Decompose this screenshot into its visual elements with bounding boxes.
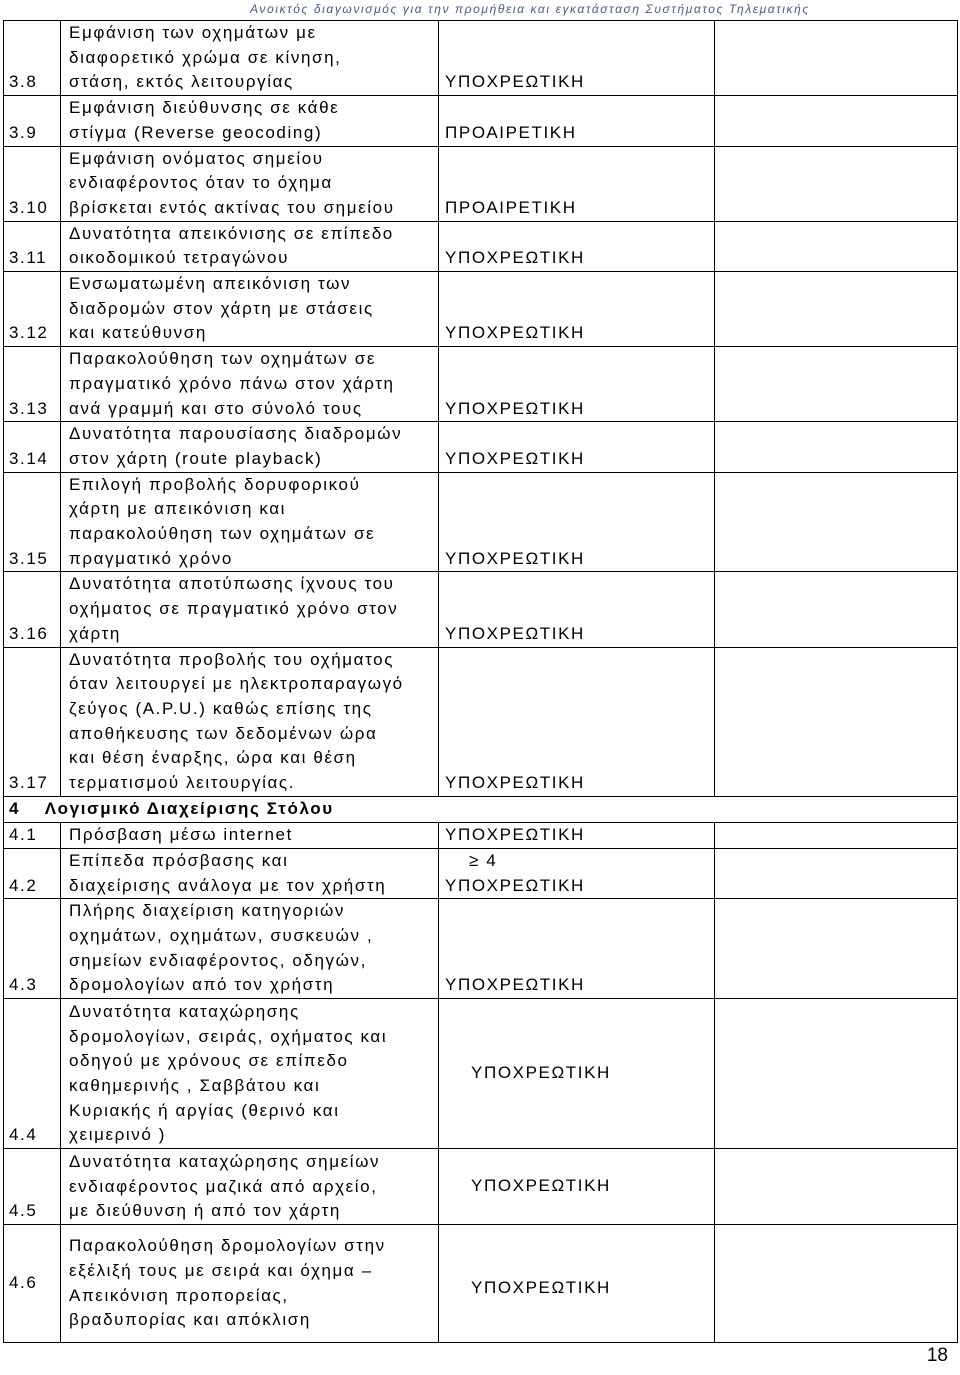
min-access-levels: ≥ 4 (469, 850, 498, 870)
row-requirement: ΠΡΟΑΙΡΕΤΙΚΗ (439, 96, 715, 146)
row-description: Πλήρης διαχείριση κατηγοριών οχημάτων, οχημάτων, συσκευών , σημείων ενδιαφέροντος, οδηγών, δρομολογίων από τον χρήστη (61, 899, 439, 999)
row-number: 3.8 (4, 21, 61, 96)
table-row (4, 472, 958, 572)
row-description: Εμφάνιση ονόματος σημείου ενδιαφέροντος όταν το όχημα βρίσκεται εντός ακτίνας του σημείου (61, 146, 439, 221)
row-description: Εμφάνιση διεύθυνσης σε κάθε στίγμα (Reverse geocoding) (61, 96, 439, 146)
page-number: 18 (926, 1345, 948, 1366)
row-requirement: ΥΠΟΧΡΕΩΤΙΚΗ (439, 999, 715, 1149)
table-row (4, 647, 958, 796)
row-response-cell (715, 21, 958, 96)
row-requirement: ΥΠΟΧΡΕΩΤΙΚΗ (439, 1225, 715, 1343)
row-number: 3.10 (4, 146, 61, 221)
row-number: 4.6 (4, 1225, 61, 1343)
row-number: 4.1 (4, 822, 61, 848)
row-response-cell (715, 572, 958, 647)
row-number: 4.3 (4, 899, 61, 999)
table-row (4, 272, 958, 347)
row-description: Δυνατότητα καταχώρησης δρομολογίων, σειράς, οχήματος και οδηγού με χρόνους σε επίπεδο καθημερινής , Σαββάτου και Κυριακής ή αργίας (θερινό και χειμερινό ) (61, 999, 439, 1149)
row-requirement (439, 848, 715, 898)
row-number: 3.15 (4, 472, 61, 572)
row-number: 4.4 (4, 999, 61, 1149)
table-row (4, 347, 958, 422)
row-response-cell (715, 999, 958, 1149)
row-response-cell (715, 96, 958, 146)
table-row (4, 221, 958, 271)
row-number: 3.11 (4, 221, 61, 271)
row-response-cell (715, 848, 958, 898)
row-requirement: ΥΠΟΧΡΕΩΤΙΚΗ (439, 472, 715, 572)
row-response-cell (715, 1225, 958, 1343)
row-response-cell (715, 472, 958, 572)
row-number: 3.17 (4, 647, 61, 796)
row-description: Ενσωματωμένη απεικόνιση των διαδρομών στον χάρτη με στάσεις και κατεύθυνση (61, 272, 439, 347)
table-row (4, 1149, 958, 1225)
row-response-cell (715, 822, 958, 848)
row-description: Δυνατότητα παρουσίασης διαδρομών στον χάρτη (route playback) (61, 422, 439, 472)
row-requirement: ΥΠΟΧΡΕΩΤΙΚΗ (439, 822, 715, 848)
row-response-cell (715, 272, 958, 347)
table-row (4, 96, 958, 146)
page-header: Ανοικτός διαγωνισμός για την προμήθεια και εγκατάσταση Συστήματος Τηλεματικής (250, 2, 810, 16)
row-description: Παρακολούθηση δρομολογίων στην εξέλιξή τους με σειρά και όχημα – Απεικόνιση προπορείας, βραδυπορίας και απόκλιση (61, 1225, 439, 1343)
row-response-cell (715, 347, 958, 422)
section-number: 4 (9, 799, 21, 819)
row-description: Δυνατότητα αποτύπωσης ίχνους του οχήματος σε πραγματικό χρόνο στον χάρτη (61, 572, 439, 647)
row-description: Δυνατότητα προβολής του οχήματος όταν λειτουργεί με ηλεκτροπαραγωγό ζεύγος (A.P.U.) καθώς επίσης της αποθήκευσης των δεδομένων ώρα και θέση έναρξης, ώρα και θέση τερματισμού λειτουργίας. (61, 647, 439, 796)
table-row (4, 1225, 958, 1343)
row-requirement: ΥΠΟΧΡΕΩΤΙΚΗ (439, 21, 715, 96)
row-number: 3.12 (4, 272, 61, 347)
row-requirement: ΠΡΟΑΙΡΕΤΙΚΗ (439, 146, 715, 221)
row-description: Εμφάνιση των οχημάτων με διαφορετικό χρώμα σε κίνηση, στάση, εκτός λειτουργίας (61, 21, 439, 96)
row-response-cell (715, 899, 958, 999)
row-response-cell (715, 647, 958, 796)
row-description: Επίπεδα πρόσβασης και διαχείρισης ανάλογα με τον χρήστη (61, 848, 439, 898)
row-requirement: ΥΠΟΧΡΕΩΤΙΚΗ (439, 572, 715, 647)
table-row (4, 572, 958, 647)
row-response-cell (715, 1149, 958, 1225)
table-row (4, 848, 958, 898)
section-row (4, 796, 958, 822)
row-response-cell (715, 422, 958, 472)
table-row (4, 422, 958, 472)
row-requirement: ΥΠΟΧΡΕΩΤΙΚΗ (439, 347, 715, 422)
row-number: 4.5 (4, 1149, 61, 1225)
requirements-table (3, 20, 958, 1343)
table-row (4, 899, 958, 999)
row-description: Δυνατότητα απεικόνισης σε επίπεδο οικοδομικού τετραγώνου (61, 221, 439, 271)
row-requirement: ΥΠΟΧΡΕΩΤΙΚΗ (439, 422, 715, 472)
row-response-cell (715, 221, 958, 271)
table-row (4, 21, 958, 96)
row-requirement: ΥΠΟΧΡΕΩΤΙΚΗ (439, 221, 715, 271)
row-number: 3.13 (4, 347, 61, 422)
table-row (4, 146, 958, 221)
requirement-label: ΥΠΟΧΡΕΩΤΙΚΗ (445, 875, 585, 895)
row-requirement: ΥΠΟΧΡΕΩΤΙΚΗ (439, 899, 715, 999)
table-row (4, 999, 958, 1149)
row-requirement: ΥΠΟΧΡΕΩΤΙΚΗ (439, 1149, 715, 1225)
row-description: Παρακολούθηση των οχημάτων σε πραγματικό χρόνο πάνω στον χάρτη ανά γραμμή και στο σύνολό τους (61, 347, 439, 422)
row-description: Δυνατότητα καταχώρησης σημείων ενδιαφέροντος μαζικά από αρχείο, με διεύθυνση ή από τον χάρτη (61, 1149, 439, 1225)
row-description: Επιλογή προβολής δορυφορικού χάρτη με απεικόνιση και παρακολούθηση των οχημάτων σε πραγματικό χρόνο (61, 472, 439, 572)
row-requirement: ΥΠΟΧΡΕΩΤΙΚΗ (439, 647, 715, 796)
row-requirement: ΥΠΟΧΡΕΩΤΙΚΗ (439, 272, 715, 347)
row-number: 3.16 (4, 572, 61, 647)
section-heading (4, 796, 958, 822)
row-response-cell (715, 146, 958, 221)
section-title: Λογισμικό Διαχείρισης Στόλου (44, 799, 334, 819)
row-description: Πρόσβαση μέσω internet (61, 822, 439, 848)
row-number: 4.2 (4, 848, 61, 898)
row-number: 3.14 (4, 422, 61, 472)
row-number: 3.9 (4, 96, 61, 146)
table-row (4, 822, 958, 848)
